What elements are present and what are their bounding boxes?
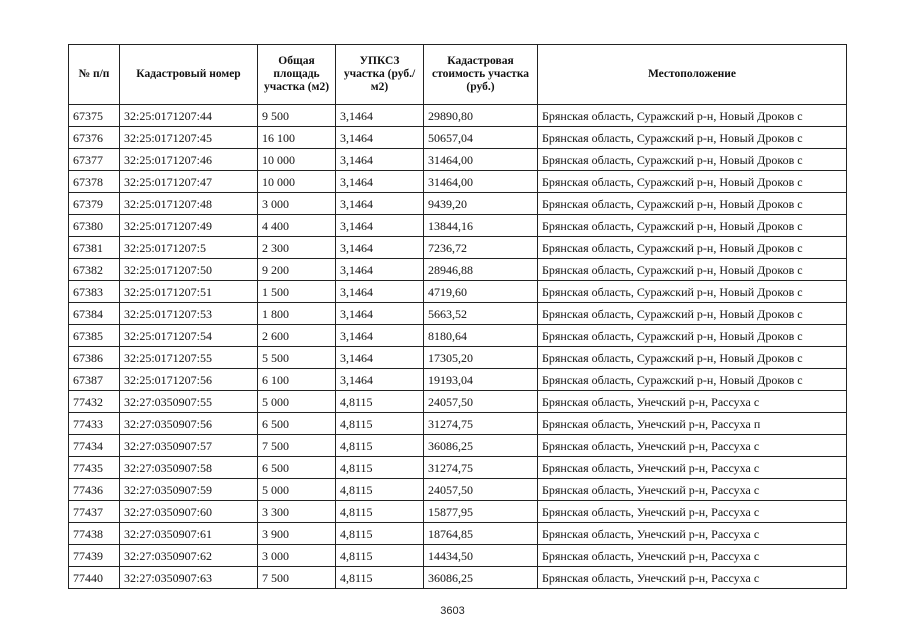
cell-area: 7 500 [258,435,336,457]
cell-cadastral-value: 14434,50 [424,545,538,567]
cell-row-number: 67375 [69,105,120,127]
cell-area: 3 000 [258,545,336,567]
cell-cadastral-value: 29890,80 [424,105,538,127]
cell-area: 6 100 [258,369,336,391]
cell-cadastral-value: 28946,88 [424,259,538,281]
cell-specific-value: 4,8115 [336,413,424,435]
cell-location: Брянская область, Унечский р-н, Рассуха с [538,435,847,457]
cell-row-number: 67379 [69,193,120,215]
table-row [69,391,847,413]
cell-cadastral-number: 32:27:0350907:61 [120,523,258,545]
cell-cadastral-number: 32:25:0171207:45 [120,127,258,149]
cell-cadastral-number: 32:25:0171207:54 [120,325,258,347]
cell-row-number: 67376 [69,127,120,149]
cell-location: Брянская область, Суражский р-н, Новый Дроков с [538,171,847,193]
cell-area: 1 500 [258,281,336,303]
cell-specific-value: 3,1464 [336,281,424,303]
table-header [69,45,847,105]
cell-location: Брянская область, Суражский р-н, Новый Дроков с [538,105,847,127]
cell-specific-value: 3,1464 [336,259,424,281]
cell-location: Брянская область, Суражский р-н, Новый Дроков с [538,237,847,259]
cell-area: 4 400 [258,215,336,237]
cell-specific-value: 3,1464 [336,193,424,215]
cell-cadastral-number: 32:25:0171207:49 [120,215,258,237]
cell-location: Брянская область, Унечский р-н, Рассуха с [538,457,847,479]
cell-cadastral-value: 36086,25 [424,567,538,589]
cell-cadastral-number: 32:27:0350907:57 [120,435,258,457]
page-number: 3603 [440,605,465,617]
table-row [69,171,847,193]
cell-row-number: 77437 [69,501,120,523]
table-row [69,193,847,215]
cell-cadastral-value: 31274,75 [424,457,538,479]
cell-cadastral-value: 31464,00 [424,149,538,171]
cell-cadastral-number: 32:27:0350907:62 [120,545,258,567]
cell-specific-value: 3,1464 [336,325,424,347]
cell-cadastral-number: 32:25:0171207:50 [120,259,258,281]
cell-row-number: 67378 [69,171,120,193]
cell-area: 10 000 [258,149,336,171]
cell-row-number: 67387 [69,369,120,391]
cell-specific-value: 4,8115 [336,435,424,457]
cell-cadastral-value: 18764,85 [424,523,538,545]
cell-area: 10 000 [258,171,336,193]
cell-specific-value: 4,8115 [336,479,424,501]
cell-location: Брянская область, Суражский р-н, Новый Дроков с [538,325,847,347]
header-specific-value: УПКСЗ участка (руб./м2) [336,45,424,105]
cell-location: Брянская область, Суражский р-н, Новый Дроков с [538,369,847,391]
cell-location: Брянская область, Суражский р-н, Новый Дроков с [538,149,847,171]
cell-specific-value: 3,1464 [336,171,424,193]
cell-area: 2 300 [258,237,336,259]
table-row [69,149,847,171]
cell-cadastral-value: 24057,50 [424,391,538,413]
cell-area: 5 000 [258,479,336,501]
cell-area: 1 800 [258,303,336,325]
cell-cadastral-value: 36086,25 [424,435,538,457]
cell-specific-value: 4,8115 [336,457,424,479]
cell-cadastral-number: 32:25:0171207:44 [120,105,258,127]
cell-specific-value: 4,8115 [336,501,424,523]
table-row [69,127,847,149]
cell-location: Брянская область, Унечский р-н, Рассуха с [538,545,847,567]
table-row [69,347,847,369]
cell-row-number: 67385 [69,325,120,347]
cell-location: Брянская область, Унечский р-н, Рассуха п [538,413,847,435]
cell-specific-value: 3,1464 [336,127,424,149]
table-row [69,281,847,303]
cell-specific-value: 4,8115 [336,391,424,413]
table-row [69,435,847,457]
cell-location: Брянская область, Суражский р-н, Новый Дроков с [538,127,847,149]
cell-cadastral-number: 32:27:0350907:56 [120,413,258,435]
cell-cadastral-value: 31464,00 [424,171,538,193]
cell-cadastral-number: 32:25:0171207:53 [120,303,258,325]
cell-cadastral-number: 32:25:0171207:5 [120,237,258,259]
cell-specific-value: 4,8115 [336,523,424,545]
cell-cadastral-number: 32:25:0171207:55 [120,347,258,369]
cell-cadastral-number: 32:27:0350907:59 [120,479,258,501]
cell-row-number: 77438 [69,523,120,545]
cell-cadastral-number: 32:25:0171207:47 [120,171,258,193]
cell-cadastral-number: 32:27:0350907:58 [120,457,258,479]
table-row [69,237,847,259]
table-row [69,545,847,567]
cell-row-number: 77439 [69,545,120,567]
cell-location: Брянская область, Суражский р-н, Новый Дроков с [538,215,847,237]
cell-area: 5 500 [258,347,336,369]
cell-location: Брянская область, Суражский р-н, Новый Дроков с [538,193,847,215]
cell-cadastral-value: 15877,95 [424,501,538,523]
cell-cadastral-number: 32:27:0350907:60 [120,501,258,523]
cell-row-number: 67384 [69,303,120,325]
cell-row-number: 77440 [69,567,120,589]
cell-location: Брянская область, Суражский р-н, Новый Дроков с [538,347,847,369]
cell-cadastral-value: 24057,50 [424,479,538,501]
cell-location: Брянская область, Суражский р-н, Новый Дроков с [538,303,847,325]
table-row [69,501,847,523]
cell-row-number: 67380 [69,215,120,237]
cell-cadastral-number: 32:25:0171207:51 [120,281,258,303]
table-body [69,105,847,589]
cell-area: 2 600 [258,325,336,347]
table-row [69,303,847,325]
cell-specific-value: 4,8115 [336,567,424,589]
cell-area: 3 000 [258,193,336,215]
cell-location: Брянская область, Унечский р-н, Рассуха с [538,391,847,413]
table-row [69,215,847,237]
cell-location: Брянская область, Унечский р-н, Рассуха с [538,479,847,501]
cell-specific-value: 3,1464 [336,347,424,369]
table-row [69,259,847,281]
cell-area: 3 300 [258,501,336,523]
table-row [69,567,847,589]
cell-location: Брянская область, Суражский р-н, Новый Дроков с [538,259,847,281]
cell-cadastral-value: 7236,72 [424,237,538,259]
table-row [69,325,847,347]
cell-cadastral-value: 50657,04 [424,127,538,149]
cell-row-number: 67377 [69,149,120,171]
table-row [69,523,847,545]
cell-specific-value: 3,1464 [336,105,424,127]
cell-row-number: 67382 [69,259,120,281]
cell-specific-value: 3,1464 [336,215,424,237]
cell-cadastral-number: 32:25:0171207:46 [120,149,258,171]
cell-row-number: 77434 [69,435,120,457]
cell-cadastral-number: 32:27:0350907:55 [120,391,258,413]
cell-row-number: 67381 [69,237,120,259]
header-cadastral-value: Кадастровая стоимость участка (руб.) [424,45,538,105]
cell-area: 9 500 [258,105,336,127]
cell-area: 3 900 [258,523,336,545]
table-row [69,105,847,127]
header-row [69,45,847,105]
cell-row-number: 77436 [69,479,120,501]
header-location: Местоположение [538,45,847,105]
cell-row-number: 67383 [69,281,120,303]
cell-location: Брянская область, Унечский р-н, Рассуха с [538,501,847,523]
cell-location: Брянская область, Унечский р-н, Рассуха с [538,523,847,545]
header-area: Общая площадь участка (м2) [258,45,336,105]
cell-area: 6 500 [258,413,336,435]
header-cadastral-number: Кадастровый номер [120,45,258,105]
cell-area: 7 500 [258,567,336,589]
cell-row-number: 67386 [69,347,120,369]
cell-specific-value: 3,1464 [336,369,424,391]
cell-cadastral-number: 32:27:0350907:63 [120,567,258,589]
cell-cadastral-value: 19193,04 [424,369,538,391]
cell-area: 5 000 [258,391,336,413]
header-row-number: № п/п [69,45,120,105]
cell-location: Брянская область, Унечский р-н, Рассуха с [538,567,847,589]
cell-cadastral-value: 8180,64 [424,325,538,347]
cell-cadastral-value: 9439,20 [424,193,538,215]
cell-row-number: 77432 [69,391,120,413]
cell-cadastral-number: 32:25:0171207:56 [120,369,258,391]
cell-row-number: 77433 [69,413,120,435]
cell-cadastral-number: 32:25:0171207:48 [120,193,258,215]
table-row [69,369,847,391]
cell-specific-value: 3,1464 [336,303,424,325]
cell-cadastral-value: 4719,60 [424,281,538,303]
cell-row-number: 77435 [69,457,120,479]
cell-specific-value: 4,8115 [336,545,424,567]
cell-cadastral-value: 13844,16 [424,215,538,237]
cell-specific-value: 3,1464 [336,237,424,259]
cell-location: Брянская область, Суражский р-н, Новый Дроков с [538,281,847,303]
table-row [69,413,847,435]
table-row [69,457,847,479]
table-row [69,479,847,501]
cell-area: 6 500 [258,457,336,479]
cell-cadastral-value: 31274,75 [424,413,538,435]
cadastral-table [68,44,847,589]
cell-specific-value: 3,1464 [336,149,424,171]
cell-cadastral-value: 17305,20 [424,347,538,369]
cell-cadastral-value: 5663,52 [424,303,538,325]
cell-area: 9 200 [258,259,336,281]
cell-area: 16 100 [258,127,336,149]
